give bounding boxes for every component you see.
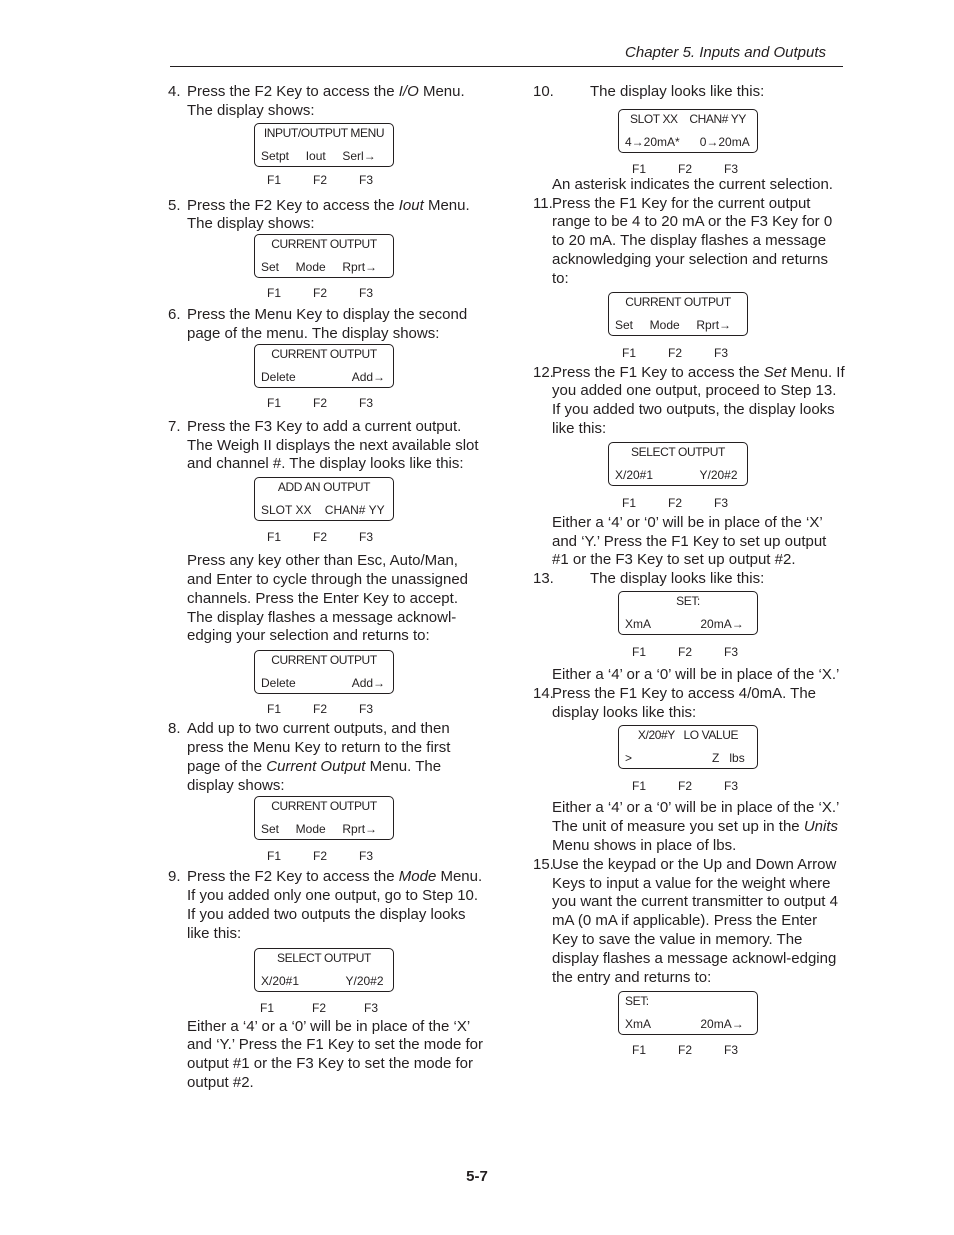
paragraph-unit-of-measure: Either a ‘4’ or a ‘0’ will be in place of the ‘X.’ The unit of measure you set up in the Units Menu shows in place of lbs.	[552, 799, 839, 854]
lcd-display: SET: XmA 20mA→	[618, 591, 758, 635]
function-key-labels: F1 F2 F3	[267, 286, 374, 301]
function-key-labels: F1 F2 F3	[267, 530, 374, 545]
function-key-labels: F1 F2 F3	[267, 849, 374, 864]
display-select-output-r	[533, 439, 845, 514]
display-slot-chan	[533, 102, 845, 176]
paragraph-mode-output: Either a ‘4’ or a ‘0’ will be in place of the ‘X’ and ‘Y.’ Press the F1 Key to set the mode for output #1 or the F3 Key to set the mode for output #2.	[187, 1017, 483, 1091]
display-current-output-r	[533, 289, 845, 364]
display-current-output-delete-2	[168, 646, 486, 720]
lcd-display: CURRENT OUTPUT Delete Add→	[254, 344, 394, 388]
step-6: 6. Press the Menu Key to display the second page of the menu. The display shows:	[168, 306, 468, 342]
lcd-display: CURRENT OUTPUT Delete Add→	[254, 650, 394, 694]
step-8: 8. Add up to two current outputs, and then press the Menu Key to return to the first page of the Current Output Menu. The display shows:	[168, 720, 451, 794]
lcd-display: SET: XmA 20mA→	[618, 991, 758, 1035]
lcd-display: X/20#Y LO VALUE > Z lbs	[618, 725, 758, 769]
step-15: 15. Use the keypad or the Up and Down Arrow Keys to input a value for the weight where you want the current transmitter to output 4 mA (0 mA if applicable). Press the Enter Key to save the value in memory. The display flashes a message acknowl-edging the entry and returns to:	[533, 855, 838, 986]
step-12: 12. Press the F1 Key to access the Set Menu. If you added one output, proceed to Step 13. If you added two outputs, the display looks like this:	[533, 363, 845, 437]
page-number: 5-7	[466, 1168, 488, 1185]
lcd-display: CURRENT OUTPUT Set Mode Rprt→	[254, 234, 394, 278]
paragraph-set-up-output: Either a ‘4’ or ‘0’ will be in place of the ‘X’ and ‘Y.’ Press the F1 Key to set up output #1 or the F3 Key to set up output #2.	[552, 513, 827, 569]
function-key-labels: F1 F2 F3	[622, 495, 729, 510]
lcd-display: ADD AN OUTPUT SLOT XX CHAN# YY	[254, 477, 394, 521]
step-13: 13. The display looks like this:	[533, 570, 765, 588]
display-current-output-delete	[168, 344, 486, 418]
step-14: 14. Press the F1 Key to access 4/0mA. The display looks like this:	[533, 684, 817, 721]
header-rule	[170, 66, 843, 67]
function-key-labels: F1 F2 F3	[260, 1000, 379, 1015]
lcd-display: SLOT XX CHAN# YY 4→20mA* 0→20mA	[618, 109, 758, 153]
function-key-labels: F1 F2 F3	[267, 702, 374, 717]
lcd-display: INPUT/OUTPUT MENU Setpt Iout Serl→	[254, 123, 394, 167]
display-add-output	[168, 474, 486, 552]
chapter-header: Chapter 5. Inputs and Outputs	[625, 44, 826, 61]
display-current-output	[168, 234, 486, 306]
step-7: 7. Press the F3 Key to add a current output. The Weigh II displays the next available slot and channel #. The display looks like this:	[168, 417, 479, 473]
right-column	[533, 83, 845, 1063]
function-key-labels: F1 F2 F3	[267, 172, 374, 187]
lcd-display: SELECT OUTPUT X/20#1 Y/20#2	[254, 948, 394, 992]
paragraph-asterisk: An asterisk indicates the current selection.	[552, 175, 833, 193]
left-column	[168, 83, 486, 1093]
display-set	[533, 589, 845, 666]
lcd-display: SELECT OUTPUT X/20#1 Y/20#2	[608, 442, 748, 486]
paragraph-x-placeholder: Either a ‘4’ or a ‘0’ will be in place of the ‘X.’	[552, 665, 840, 683]
lcd-display: CURRENT OUTPUT Set Mode Rprt→	[608, 292, 748, 336]
paragraph-cycle-channels: Press any key other than Esc, Auto/Man, and Enter to cycle through the unassigned channels. Press the Enter Key to accept. The display flashes a message acknowl-edging your selection and returns to:	[187, 552, 469, 645]
display-lo-value	[533, 722, 845, 799]
function-key-labels: F1 F2 F3	[632, 161, 739, 176]
display-set-2	[533, 987, 845, 1063]
step-5: 5. Press the F2 Key to access the Iout Menu. The display shows:	[168, 196, 470, 233]
function-key-labels: F1 F2 F3	[632, 1043, 739, 1058]
step-11: 11. Press the F1 Key for the current output range to be 4 to 20 mA or the F3 Key for 0 to 20 mA. The display flashes a message acknowledging your selection and returns to:	[533, 194, 833, 287]
display-select-output	[168, 944, 486, 1018]
step-10: 10. The display looks like this:	[533, 83, 765, 100]
function-key-labels: F1 F2 F3	[632, 644, 739, 659]
step-9: 9. Press the F2 Key to access the Mode Menu. If you added only one output, go to Step 10. If you added two outputs the display looks like this:	[168, 868, 483, 942]
function-key-labels: F1 F2 F3	[267, 395, 374, 410]
lcd-display: CURRENT OUTPUT Set Mode Rprt→	[254, 796, 394, 840]
function-key-labels: F1 F2 F3	[632, 779, 739, 794]
function-key-labels: F1 F2 F3	[622, 345, 729, 360]
step-4: 4. Press the F2 Key to access the I/O Menu. The display shows:	[168, 83, 465, 119]
display-current-output-2	[168, 795, 486, 868]
display-io-menu	[168, 121, 486, 197]
